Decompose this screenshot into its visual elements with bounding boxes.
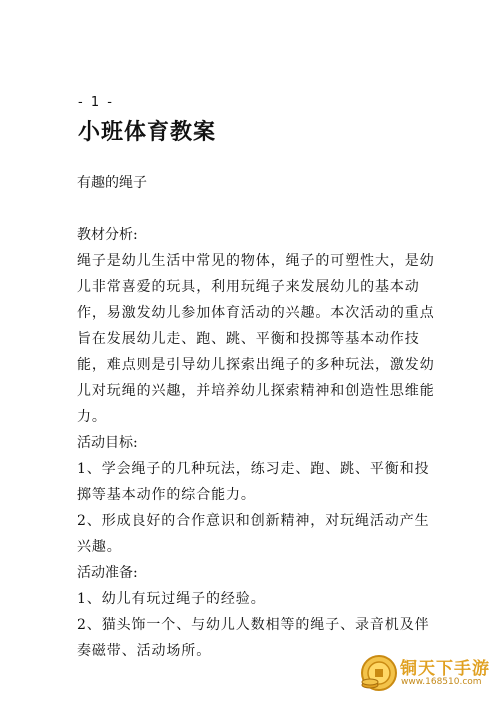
goal-item-2: 2、形成良好的合作意识和创新精神，对玩绳活动产生兴趣。	[77, 513, 430, 555]
goal-item-1: 1、学会绳子的几种玩法，练习走、跑、跳、平衡和投掷等基本动作的综合能力。	[77, 461, 430, 503]
analysis-heading: 教材分析:	[77, 227, 138, 243]
site-watermark	[360, 652, 490, 696]
watermark-brand: 铜天下手游	[400, 659, 490, 679]
lesson-subtitle: 有趣的绳子	[77, 175, 147, 191]
document-body	[77, 222, 437, 664]
analysis-paragraph: 绳子是幼儿生活中常见的物体，绳子的可塑性大，是幼儿非常喜爱的玩具，利用玩绳子来发展幼儿的基本动作，易激发幼儿参加体育活动的兴趣。本次活动的重点旨在发展幼儿走、跑、跳、平衡和投掷等基本动作技能，难点则是引导幼儿探索出绳子的多种玩法，激发幼儿对玩绳的兴趣，并培养幼儿探索精神和创造性思维能力。	[77, 253, 435, 425]
prep-item-2: 2、猫头饰一个、与幼儿人数相等的绳子、录音机及伴奏磁带、活动场所。	[77, 617, 430, 659]
document-title: 小班体育教案	[78, 120, 217, 145]
goals-heading: 活动目标:	[77, 435, 138, 451]
coin-stack-logo-icon	[360, 654, 398, 692]
page-number: - 1 -	[78, 95, 114, 110]
prep-heading: 活动准备:	[77, 565, 138, 581]
prep-item-1: 1、幼儿有玩过绳子的经验。	[77, 591, 266, 607]
watermark-url: www.168510.com	[401, 677, 482, 687]
